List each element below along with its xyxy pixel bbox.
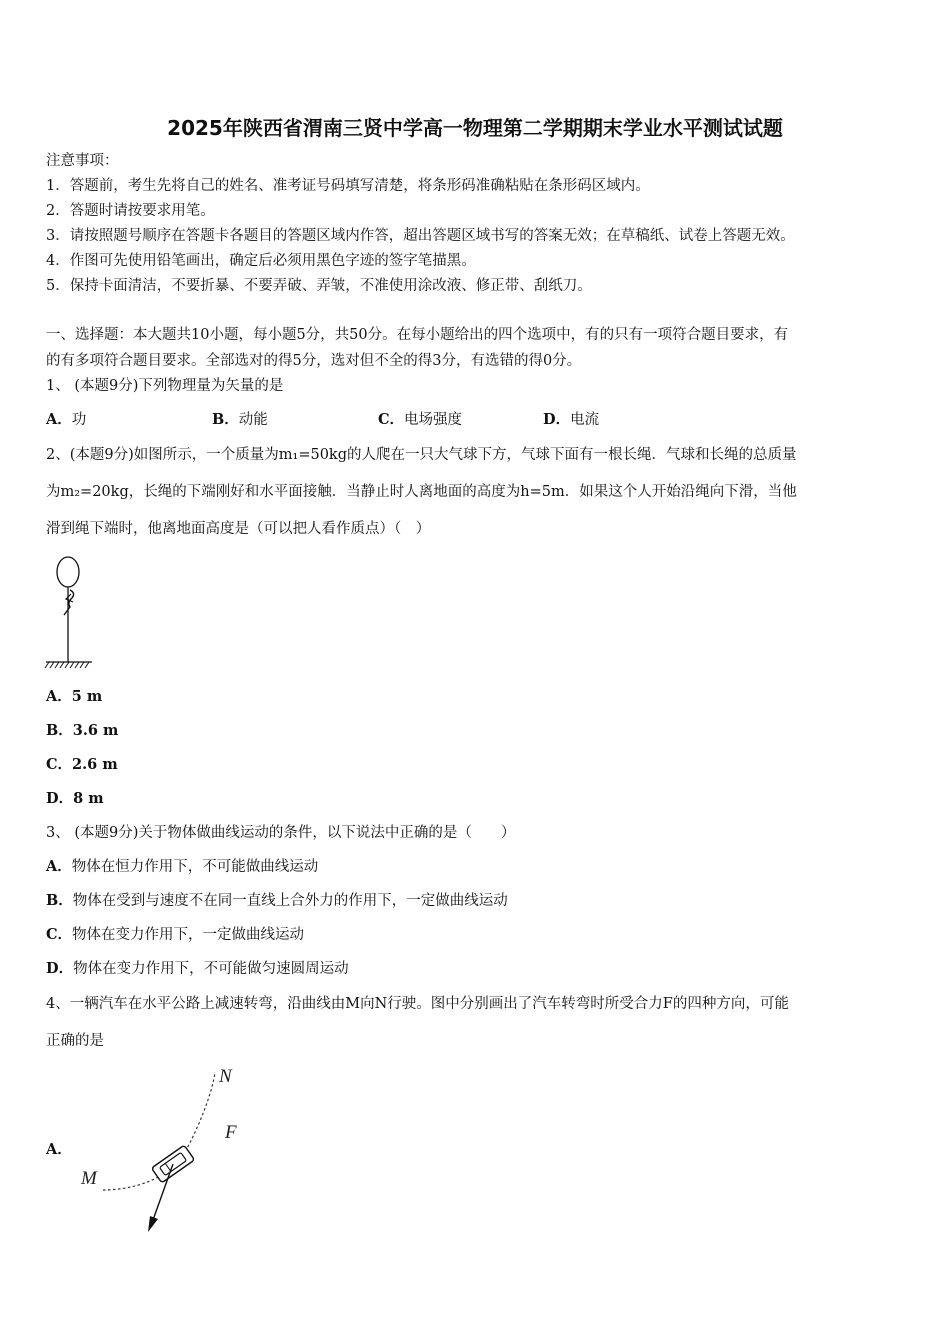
- option-text: 物体在变力作用下，不可能做匀速圆周运动: [73, 961, 349, 977]
- q2-option-b: [46, 721, 118, 741]
- option-label: C．: [378, 411, 405, 428]
- option-text: 3.6 m: [72, 722, 119, 739]
- notice-item-2: 2．答题时请按要求用笔。: [46, 203, 215, 219]
- option-text: 物体在变力作用下，一定做曲线运动: [72, 927, 305, 943]
- notice-item-5: 5．保持卡面清洁，不要折暴、不要弄破、弄皱，不准使用涂改液、修正带、刮纸刀。: [46, 278, 592, 294]
- option-text: 电场强度: [404, 412, 463, 428]
- q2-option-d: [46, 789, 104, 809]
- balloon-figure: [40, 550, 100, 675]
- option-label: A．: [46, 858, 72, 875]
- option-label: C．: [46, 926, 73, 943]
- question-4-line1: 4、一辆汽车在水平公路上减速转弯，沿曲线由M向N行驶。图中分别画出了汽车转弯时所受合力F的四种方向，可能: [46, 996, 789, 1012]
- option-label: C．: [46, 756, 73, 773]
- q1-option-a: [46, 410, 86, 430]
- option-label: D．: [543, 411, 571, 428]
- option-label: B．: [212, 411, 239, 428]
- q1-option-b: [212, 410, 268, 430]
- page-title: 2025年陕西省渭南三贤中学高一物理第二学期期末学业水平测试试题: [167, 116, 783, 140]
- section-heading-line1: 一、选择题：本大题共10小题，每小题5分，共50分。在每小题给出的四个选项中，有的只有一项符合题目要求，有: [46, 327, 789, 343]
- question-1-stem: 1、 (本题9分)下列物理量为矢量的是: [46, 378, 284, 394]
- force-arrowhead: [148, 1216, 158, 1232]
- question-2-line1: 2、(本题9分)如图所示，一个质量为m₁=50kg的人爬在一只大气球下方，气球下面有一根长绳．气球和长绳的总质量: [46, 447, 797, 463]
- section-heading-line2: 的有多项符合题目要求。全部选对的得5分，选对但不全的得3分，有选错的得0分。: [46, 353, 582, 369]
- option-text: 2.6 m: [72, 756, 118, 773]
- question-4-line2: 正确的是: [46, 1033, 104, 1049]
- question-2-line2: 为m₂=20kg，长绳的下端刚好和水平面接触．当静止时人离地面的高度为h=5m．如果这个人开始沿绳向下滑，当他: [46, 484, 797, 500]
- q4-option-a-label: A．: [46, 1141, 72, 1158]
- notice-heading: 注意事项：: [46, 153, 119, 169]
- q3-option-c: [46, 925, 304, 945]
- option-text: 物体在恒力作用下，不可能做曲线运动: [71, 859, 319, 875]
- q1-option-c: [378, 410, 462, 430]
- notice-item-4: 4．作图可先使用铅笔画出，确定后必须用黑色字迹的签字笔描黑。: [46, 253, 476, 269]
- option-text: 5 m: [71, 688, 103, 705]
- question-3-stem: 3、 (本题9分)关于物体做曲线运动的条件，以下说法中正确的是（ ）: [46, 825, 516, 841]
- q3-option-d: [46, 959, 349, 979]
- car-turn-figure: [75, 1060, 275, 1240]
- option-label: A．: [46, 411, 72, 428]
- option-text: 物体在受到与速度不在同一直线上合外力的作用下，一定做曲线运动: [72, 893, 508, 909]
- option-label: B．: [46, 892, 73, 909]
- label-m: M: [81, 1168, 97, 1189]
- q3-option-a: [46, 857, 318, 877]
- q1-option-d: [543, 410, 599, 430]
- label-f: F: [225, 1122, 237, 1143]
- option-text: 动能: [238, 412, 268, 428]
- q2-option-a: [46, 687, 102, 707]
- question-2-line3: 滑到绳下端时，他离地面高度是（可以把人看作质点）（ ）: [46, 521, 431, 537]
- q3-option-b: [46, 891, 508, 911]
- option-text: 8 m: [73, 790, 104, 807]
- option-label: D．: [46, 790, 74, 807]
- notice-item-3: 3．请按照题号顺序在答题卡各题目的答题区域内作答，超出答题区域书写的答案无效；在草稿纸、试卷上答题无效。: [46, 228, 795, 244]
- notice-item-1: 1．答题前，考生先将自己的姓名、准考证号码填写清楚，将条形码准确粘贴在条形码区域内。: [46, 178, 650, 194]
- option-label: D．: [46, 960, 74, 977]
- option-label: A．: [46, 688, 72, 705]
- q2-option-c: [46, 755, 118, 775]
- option-text: 电流: [570, 412, 600, 428]
- option-label: B．: [46, 722, 73, 739]
- label-n: N: [219, 1066, 232, 1087]
- option-text: 功: [71, 412, 87, 428]
